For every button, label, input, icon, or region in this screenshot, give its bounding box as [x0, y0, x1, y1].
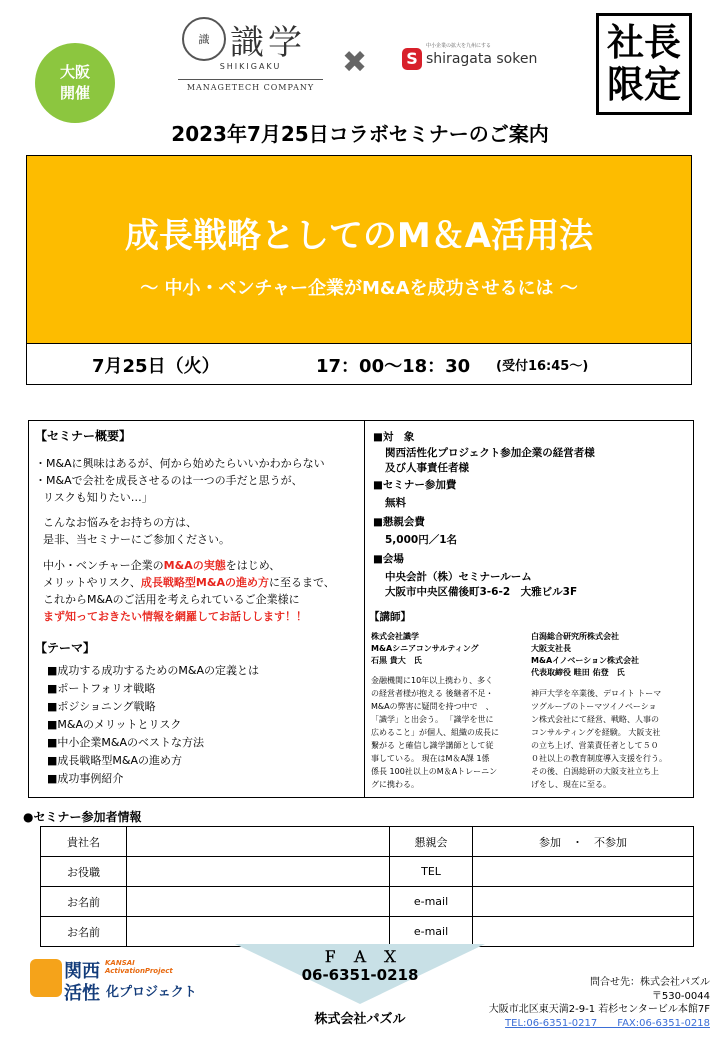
speaker2-bio: その後、白潟総研の大阪支社立ち上	[531, 767, 659, 776]
shiragata-tagline: 中小企業の拡大を九州にする	[426, 43, 492, 49]
fee-heading: ■セミナー参加費	[373, 479, 457, 491]
fax-number: 06-6351-0218	[301, 966, 419, 984]
stamp-text: 社長限定	[607, 21, 681, 106]
speaker1-bio: の経営者様が抱える 後継者不足・	[371, 689, 494, 698]
president-only-stamp	[596, 13, 692, 115]
speaker2-bio: コンサルティングを経験。 大阪支社	[531, 728, 661, 737]
badge-line-2: 開催	[59, 84, 90, 102]
venue-text: 大阪市中央区備後町3-6-2 大雅ビル3F	[385, 586, 578, 598]
osaka-event-badge	[35, 43, 115, 123]
form-label: 貴社名	[41, 827, 127, 857]
shikigaku-logo-sub: SHIKIGAKU	[219, 62, 282, 71]
speaker1-name: 石黒 貴大 氏	[371, 656, 422, 665]
table-row	[41, 857, 694, 887]
table-row	[41, 887, 694, 917]
name-field[interactable]	[127, 887, 390, 917]
venue-heading: ■会場	[373, 553, 404, 565]
theme-item: ■ポートフォリオ戦略	[47, 682, 156, 695]
name-field[interactable]	[127, 917, 390, 947]
overview-text: メリットやリスク、	[43, 576, 141, 589]
speaker1-bio: 係長 100社以上のM＆Aトレーニン	[371, 767, 498, 776]
kansai-logo-en-line: KANSAI	[105, 959, 135, 967]
speaker2-bio: 神戸大学を卒業後、デロイト トーマ	[531, 689, 662, 698]
overview-paragraph-2	[43, 575, 335, 591]
speaker2-info: 大阪支社長	[531, 644, 571, 653]
theme-item: ■M&Aのメリットとリスク	[47, 718, 182, 731]
shiragata-logo	[402, 40, 552, 80]
contact-label: 問合せ先：株式会社パズル	[590, 977, 710, 988]
overview-heading: 【セミナー概要】	[35, 429, 132, 443]
fee-text: 無料	[385, 497, 406, 509]
target-heading: ■対 象	[373, 431, 415, 443]
shikigaku-logo-name: 識学	[230, 23, 306, 63]
overview-line: こんなお悩みをお持ちの方は、	[43, 516, 197, 529]
theme-item: ■ポジショニング戦略	[47, 700, 156, 713]
contact-zip: 〒530-0044	[651, 990, 710, 1002]
overview-paragraph-4: まず知っておきたい情報を網羅してお話しします！！	[43, 610, 307, 623]
kansai-logo-text: 活性	[64, 983, 100, 1004]
shikigaku-seal-icon: 識	[182, 17, 226, 61]
speaker2-bio: ン株式会社にて経営、戦略、人事の	[531, 715, 659, 724]
position-field[interactable]	[127, 857, 390, 887]
overview-text: に至るまで、	[268, 576, 335, 589]
email-field[interactable]	[473, 887, 694, 917]
organizer-name: 株式会社パズル	[314, 1012, 406, 1027]
speaker2-name: 代表取締役 畦田 佑登 氏	[531, 668, 625, 677]
speaker2-bio: ０社以上の教育制度導入支援を行う。	[531, 754, 667, 763]
form-label: e-mail	[390, 917, 473, 947]
seminar-time: 17：00〜18：30	[316, 356, 471, 377]
shikigaku-logo-company: MANAGETECH COMPANY	[186, 83, 315, 92]
contact-address: 大阪市北区東天満2-9-1 若杉センタービル本館7F	[488, 1004, 710, 1015]
theme-item: ■成功事例紹介	[47, 772, 124, 785]
party-fee-text: 5,000円／1名	[385, 534, 458, 546]
theme-item: ■成長戦略型M&Aの進め方	[47, 754, 182, 767]
venue-text: 中央会計（株）セミナールーム	[385, 571, 532, 583]
speaker1-bio: 事している。 現在はM＆A課 1係	[371, 754, 490, 763]
overview-paragraph-1	[43, 558, 280, 574]
form-label: お名前	[41, 887, 127, 917]
party-fee-heading: ■懇親会費	[373, 516, 425, 528]
cross-icon: ✖	[342, 45, 368, 80]
kansai-logo-en	[105, 959, 173, 975]
contact-tel-fax-link[interactable]: TEL:06-6351-0217 FAX:06-6351-0218	[505, 1017, 710, 1029]
company-name-field[interactable]	[127, 827, 390, 857]
seminar-title: 成長戦略としてのM＆A活用法	[124, 216, 594, 256]
overview-line: ・M&Aで会社を成長させるのは一つの手だと思うが、	[35, 474, 303, 487]
panel-divider	[364, 421, 365, 797]
speaker2-bio: の立ち上げ、営業責任者として５０	[531, 741, 659, 750]
fax-label: Ｆ Ａ Ｘ	[322, 948, 398, 966]
speaker1-bio: 「識学」と出会う。 「識学を世に	[371, 715, 494, 724]
overview-highlight: M&Aの実態	[163, 559, 226, 572]
speaker2-bio: ツグループのトーマツイノベーショ	[531, 702, 657, 711]
kansai-logo-text: 関西	[64, 961, 100, 982]
target-text: 及び人事責任者様	[385, 462, 469, 474]
themes-heading: 【テーマ】	[35, 641, 96, 655]
table-row	[41, 917, 694, 947]
speakers-heading: 【講師】	[369, 611, 411, 623]
speaker1-bio: 広めること」が個人、組織の成長に	[371, 728, 499, 737]
speaker2-bio: げをし、現在に至る。	[531, 780, 611, 789]
reception-time: (受付16:45〜)	[496, 359, 589, 374]
kansai-logo-text: 化プロジェクト	[106, 985, 197, 1000]
puzzle-piece-icon	[30, 959, 62, 997]
form-label: お名前	[41, 917, 127, 947]
speaker2-info: 白潟総合研究所株式会社	[531, 632, 619, 641]
title-band	[27, 156, 691, 344]
form-label: お役職	[41, 857, 127, 887]
fax-block	[260, 948, 460, 984]
theme-item: ■中小企業M&Aのベストな方法	[47, 736, 204, 749]
target-text: 関西活性化プロジェクト参加企業の経営者様	[385, 447, 595, 459]
theme-item: ■成功する成功するためのM&Aの定義とは	[47, 664, 259, 677]
contact-info	[440, 976, 710, 1030]
form-heading: ●セミナー参加者情報	[23, 810, 142, 824]
speaker1-bio: M&Aの弊害に疑問を持つ中で 、	[371, 702, 494, 711]
overview-text: をはじめ、	[225, 559, 281, 572]
speaker1-bio: 繋がる と確信し識学講師として従	[371, 741, 494, 750]
speaker1-bio: 金融機関に10年以上携わり、多く	[371, 676, 494, 685]
party-attendance-choice[interactable]: 参加 ・ 不参加	[473, 827, 694, 857]
tel-field[interactable]	[473, 857, 694, 887]
form-label: TEL	[390, 857, 473, 887]
speaker2-info: M&Aイノベーション株式会社	[531, 656, 640, 665]
speaker1-bio: グに携わる。	[371, 780, 419, 789]
page-headline: 2023年7月25日コラボセミナーのご案内	[171, 122, 549, 146]
logo-divider	[178, 79, 323, 80]
email-field[interactable]	[473, 917, 694, 947]
form-label: 懇親会	[390, 827, 473, 857]
kansai-logo-en-line: ActivationProject	[105, 967, 173, 975]
seminar-date: 7月25日（火）	[92, 356, 220, 377]
badge-line-1: 大阪	[59, 63, 90, 81]
kansai-project-logo	[30, 955, 210, 1005]
overview-line: 是非、当セミナーにご参加ください。	[43, 533, 230, 546]
shiragata-logo-name: shiragata soken	[426, 51, 538, 67]
shikigaku-logo	[178, 17, 323, 92]
overview-highlight: 成長戦略型M&Aの進め方	[140, 576, 269, 589]
form-label: e-mail	[390, 887, 473, 917]
participant-form	[40, 826, 694, 947]
title-box	[26, 155, 692, 385]
table-row	[41, 827, 694, 857]
speaker1-info: 株式会社識学	[371, 632, 419, 641]
overview-line: リスクも知りたい…」	[43, 491, 153, 504]
info-panel	[28, 420, 694, 798]
shiragata-mark-icon: S	[402, 48, 422, 70]
overview-paragraph-3: これからM&Aのご活用を考えられているご企業様に	[43, 593, 300, 606]
seminar-subtitle: 〜 中小・ベンチャー企業がM&Aを成功させるには 〜	[140, 278, 578, 299]
overview-line: ・M&Aに興味はあるが、何から始めたらいいかわからない	[35, 457, 325, 470]
overview-text: 中小・ベンチャー企業の	[43, 559, 164, 572]
speaker1-info: M&Aシニアコンサルティング	[371, 644, 479, 653]
